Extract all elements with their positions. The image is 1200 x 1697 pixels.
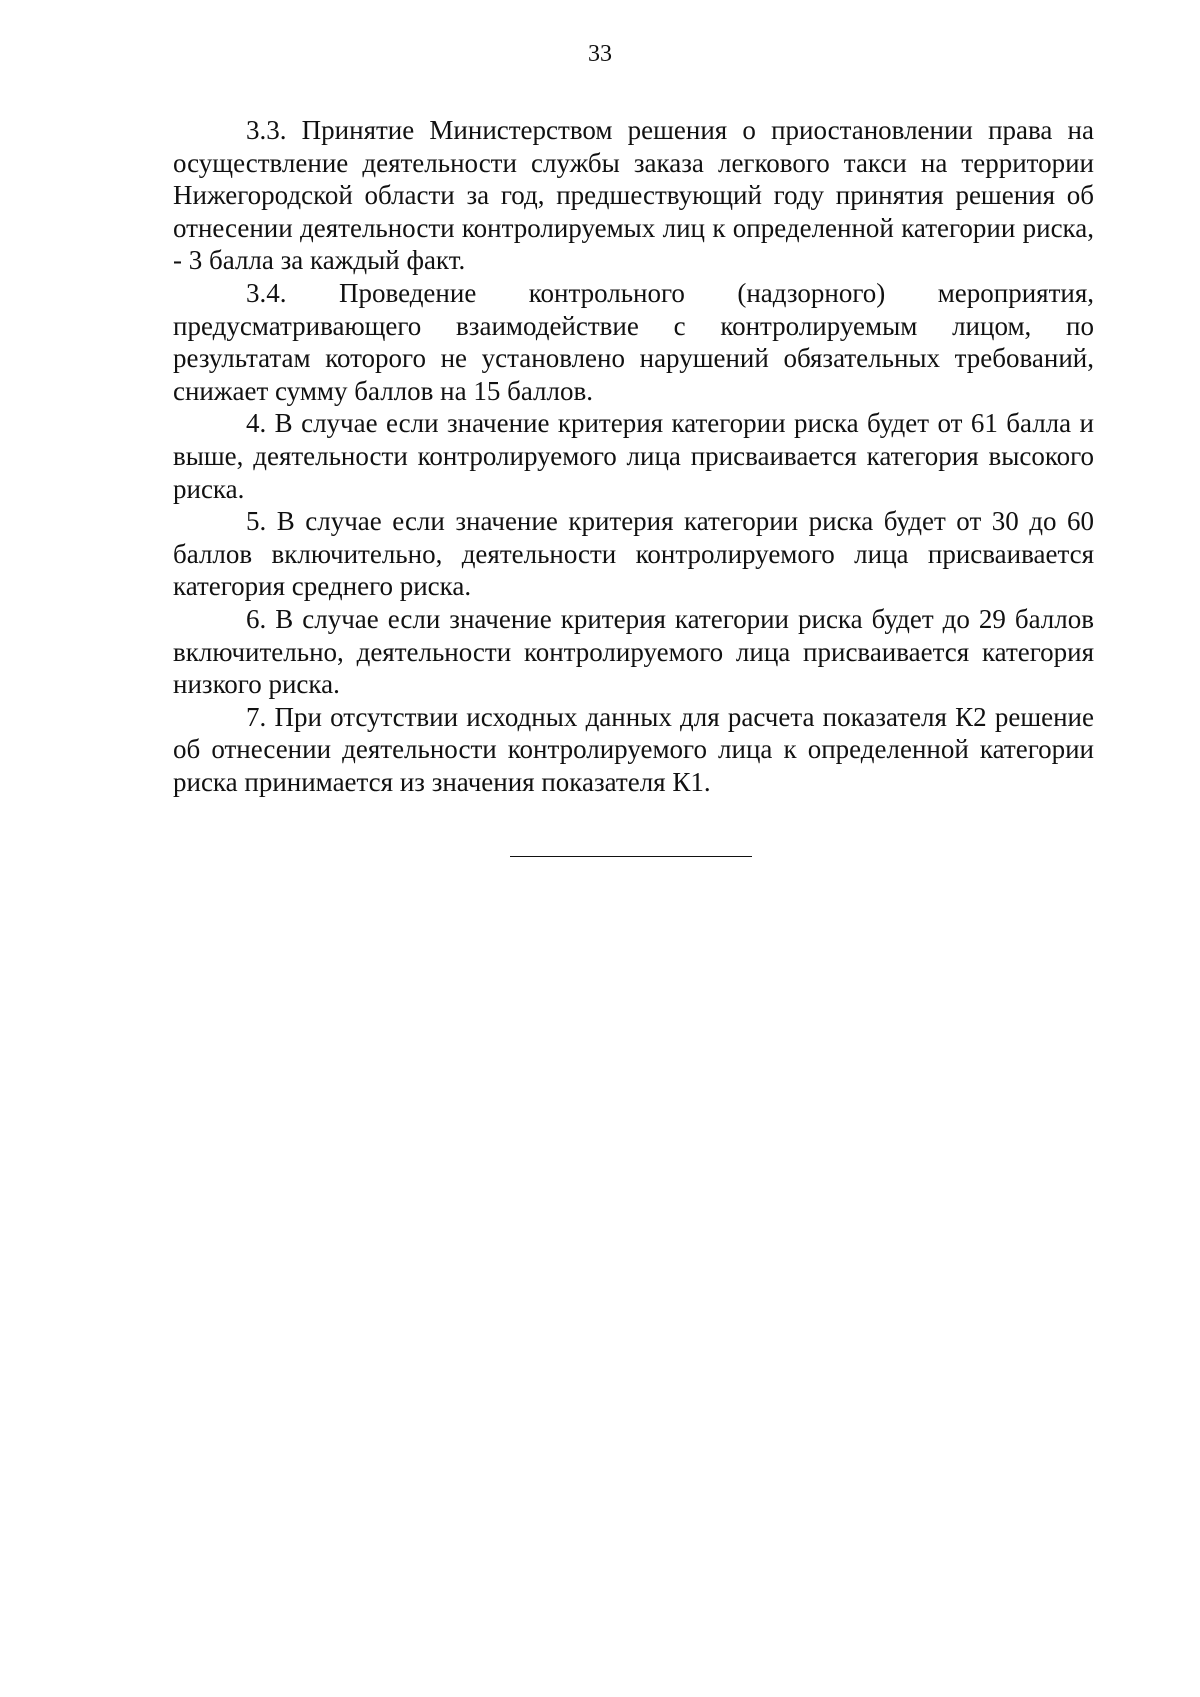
page-number: 33 [588, 41, 612, 67]
closing-divider [510, 856, 752, 857]
paragraph-3-3: 3.3. Принятие Министерством решения о приостановлении права на осуществление деятельности службы заказа легкового такси на территории Нижегородской области за год, предшествующий году принятия решения об отнесении деятельности контролируемых лиц к определенной категории риска, - 3 балла за каждый факт. [173, 115, 1094, 276]
paragraph-3-4: 3.4. Проведение контрольного (надзорного) мероприятия, предусматривающего взаимодействие с контролируемым лицом, по результатам которого не установлено нарушений обязательных требований, снижает сумму баллов на 15 баллов. [173, 277, 1094, 406]
paragraph-5: 5. В случае если значение критерия категории риска будет от 30 до 60 баллов включительно, деятельности контролируемого лица присваивается категория среднего риска. [173, 506, 1094, 602]
paragraph-6: 6. В случае если значение критерия категории риска будет до 29 баллов включительно, деятельности контролируемого лица присваивается категория низкого риска. [173, 603, 1094, 700]
paragraph-7: 7. При отсутствии исходных данных для расчета показателя К2 решение об отнесении деятельности контролируемого лица к определенной категории риска принимается из значения показателя К1. [173, 701, 1094, 797]
paragraph-4: 4. В случае если значение критерия категории риска будет от 61 балла и выше, деятельности контролируемого лица присваивается категория высокого риска. [173, 408, 1094, 504]
document-body [173, 114, 1094, 798]
